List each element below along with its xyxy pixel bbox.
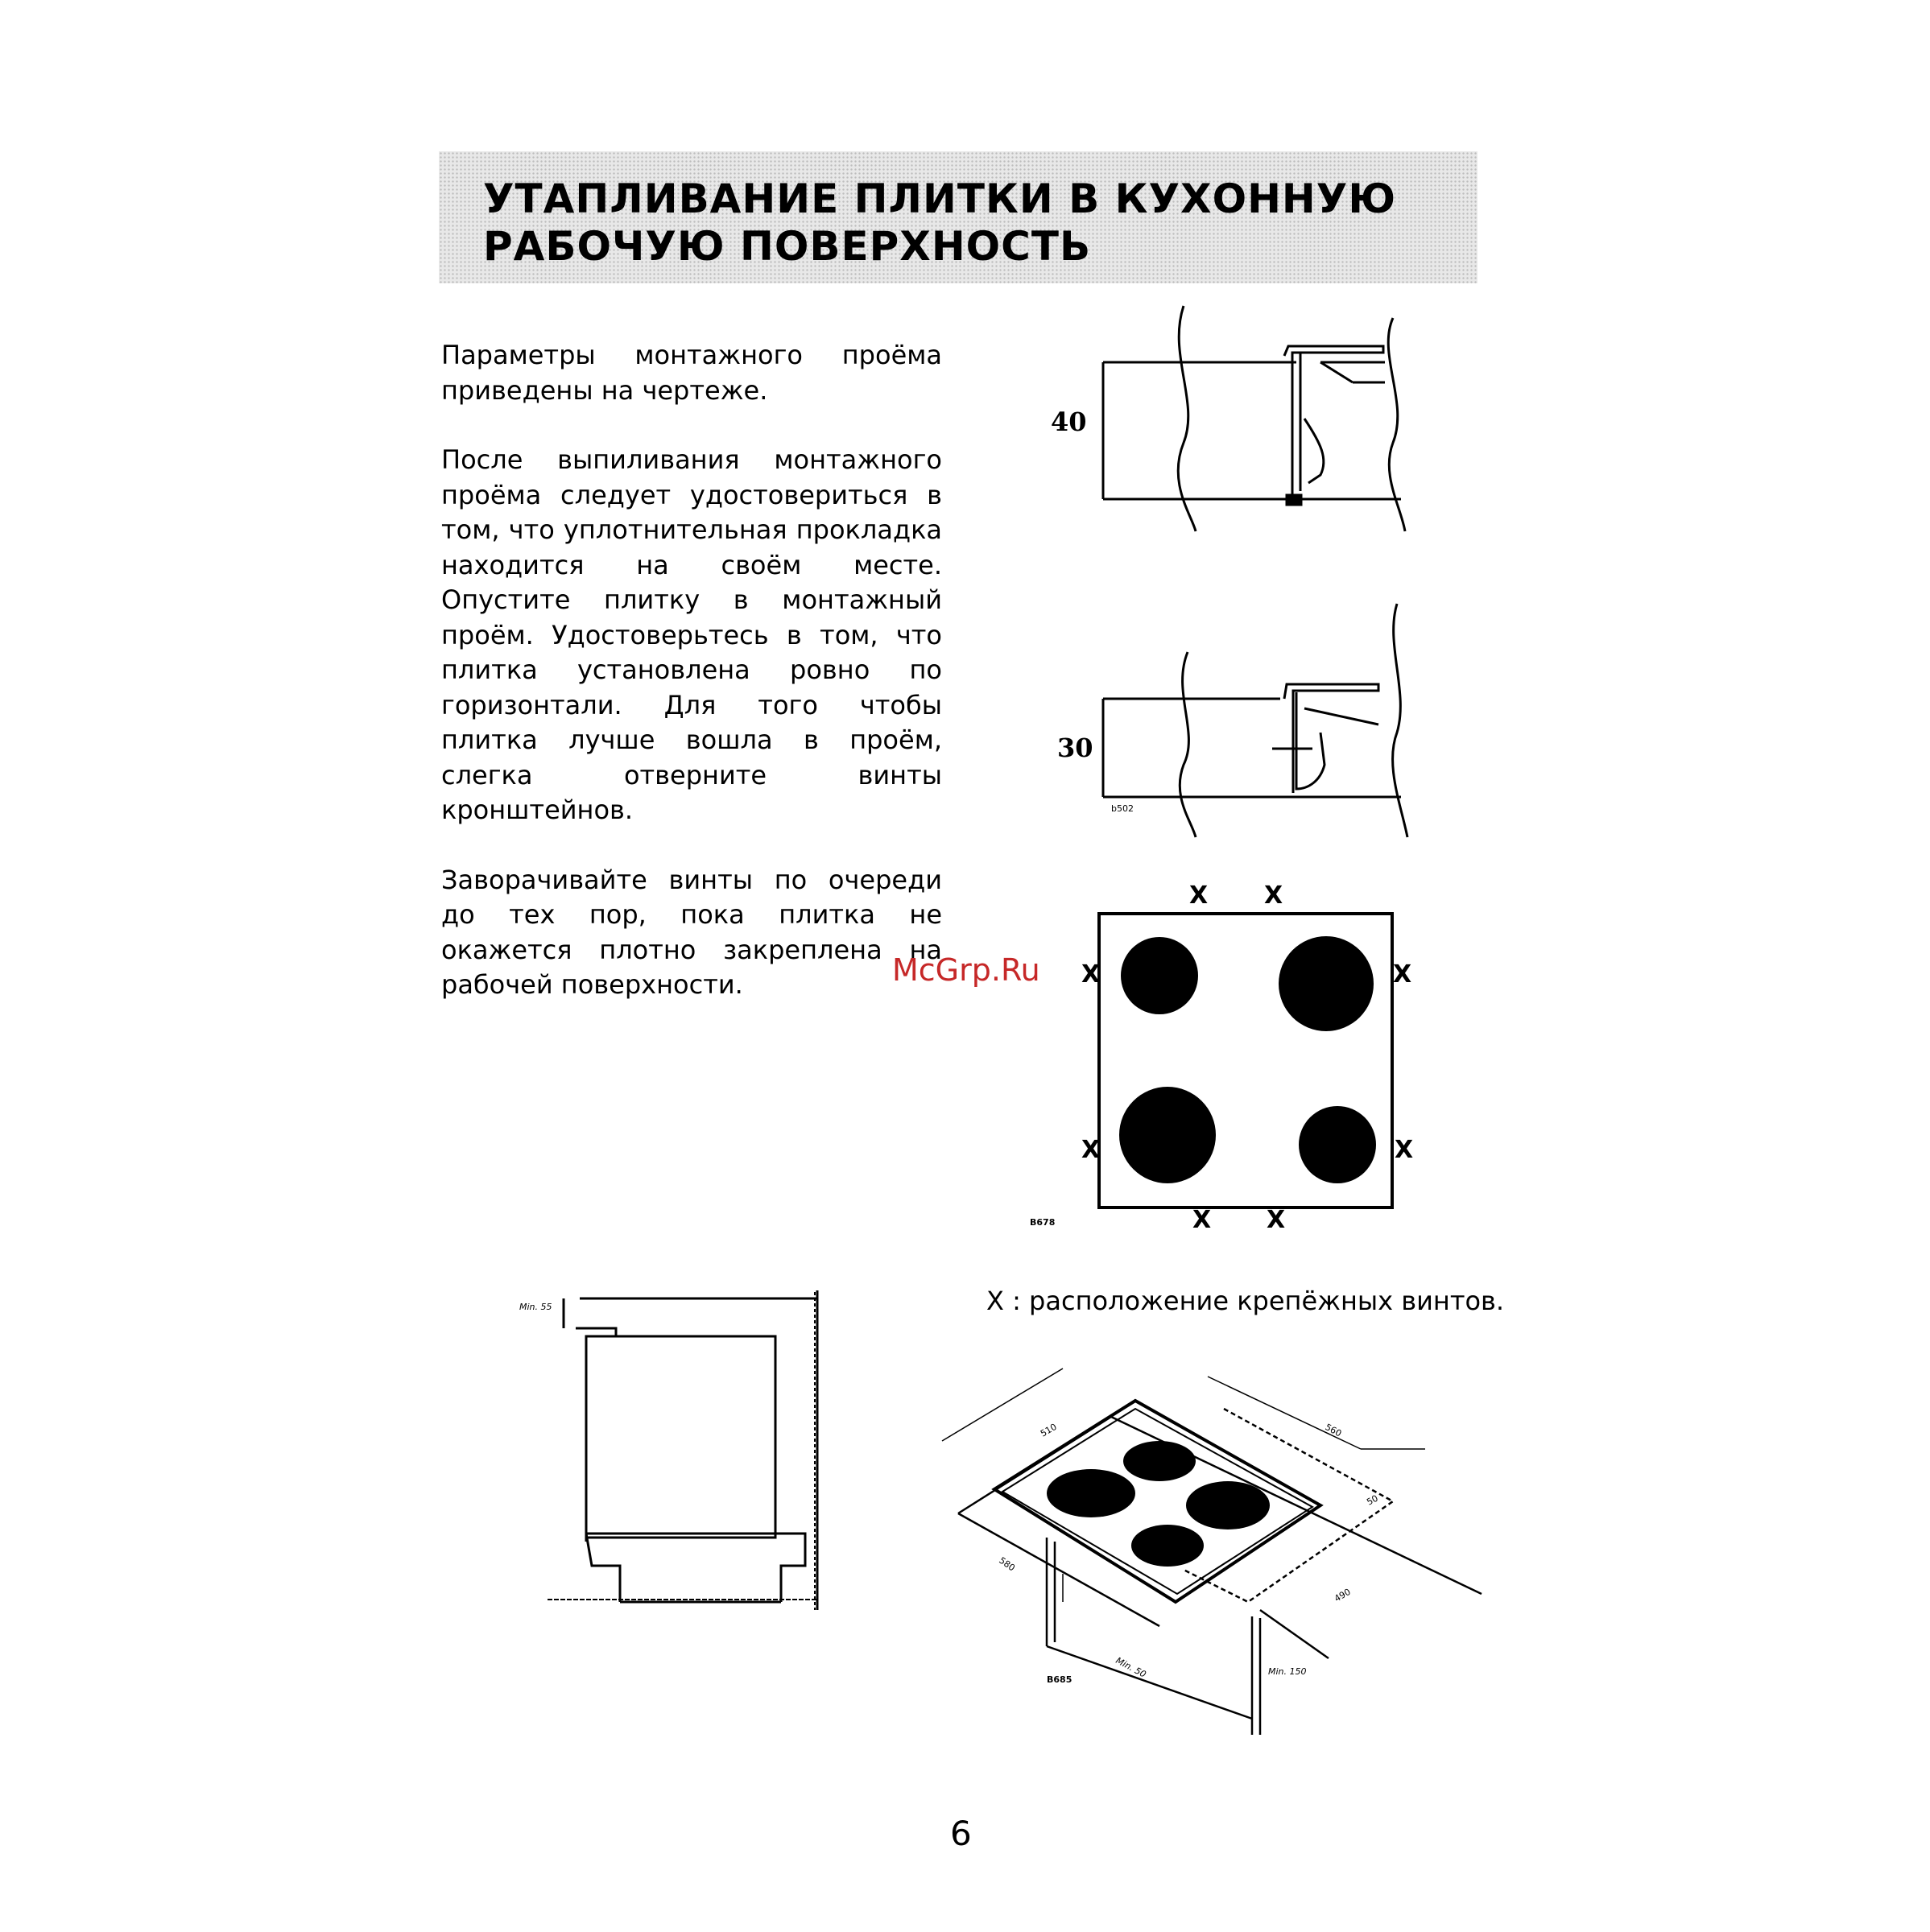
- screw-marker: X: [1264, 881, 1283, 910]
- screw-marker: X: [1189, 881, 1209, 910]
- dim-560: 560: [1323, 1422, 1344, 1439]
- hotplate-top-left: [1121, 937, 1198, 1014]
- hotplate-top-right: [1279, 936, 1374, 1031]
- screw-marker: X: [1192, 1206, 1212, 1234]
- dim-50: 50: [1365, 1492, 1380, 1508]
- hotplate-bottom-left: [1119, 1087, 1216, 1183]
- min-55-label: Min. 55: [519, 1302, 552, 1312]
- screw-marker: X: [1267, 1206, 1286, 1234]
- paragraph-1: Параметры монтажного проёма приведены на чертеже.: [441, 340, 942, 406]
- hotplate-right: [1186, 1481, 1270, 1530]
- paragraph-2: После выпиливания монтажного проёма следует удостовериться в том, что уплотнительная прокладка находится на своём месте. Опустите плитку в монтажный проём. Удостоверьтесь в том, что плитка установлена ровно по горизонтали. Для того чтобы плитка лучше вошла в проём, слегка отверните винты кронштейнов.: [441, 444, 942, 825]
- dim-min-50: Min. 50: [1114, 1655, 1148, 1680]
- hotplate-back: [1123, 1441, 1196, 1481]
- page-title: [483, 175, 1449, 270]
- dimension-40-label: 40: [1051, 407, 1087, 437]
- screw-marker: X: [1393, 960, 1412, 989]
- isometric-cutout-drawing: [942, 1360, 1490, 1755]
- dim-510: 510: [1039, 1421, 1059, 1439]
- drawing-code-b678: B678: [1030, 1217, 1056, 1228]
- hob-top-view: [1019, 877, 1429, 1232]
- hotplate-left: [1047, 1469, 1135, 1517]
- section-drawing-40: [1079, 306, 1417, 539]
- screw-marker: X: [1395, 1136, 1414, 1164]
- cabinet-drawing: [515, 1284, 829, 1622]
- screw-position-caption: X : расположение крепёжных винтов.: [986, 1286, 1505, 1316]
- title-line-1: УТАПЛИВАНИЕ ПЛИТКИ В КУХОННУЮ: [483, 175, 1397, 222]
- paragraph-3: Заворачивайте винты по очереди до тех пор, пока плитка не окажется плотно закреплена на рабочей поверхности.: [441, 864, 942, 1000]
- screw-marker: X: [1081, 1136, 1101, 1164]
- watermark: McGrp.Ru: [892, 952, 1040, 988]
- section-drawing-30: [1079, 604, 1417, 845]
- hotplate-front: [1131, 1525, 1204, 1567]
- title-line-2: РАБОЧУЮ ПОВЕРХНОСТЬ: [483, 223, 1092, 270]
- page-number: 6: [950, 1814, 972, 1853]
- instructions-text: [441, 338, 942, 1038]
- dim-580: 580: [997, 1554, 1017, 1574]
- dim-490: 490: [1333, 1586, 1353, 1604]
- screw-marker: X: [1081, 960, 1101, 989]
- drawing-code-b685: B685: [1047, 1674, 1072, 1685]
- dim-min-150: Min. 150: [1268, 1666, 1307, 1677]
- hotplate-bottom-right: [1299, 1106, 1376, 1183]
- drawing-code-b502: b502: [1111, 803, 1134, 814]
- dimension-30-label: 30: [1057, 733, 1093, 763]
